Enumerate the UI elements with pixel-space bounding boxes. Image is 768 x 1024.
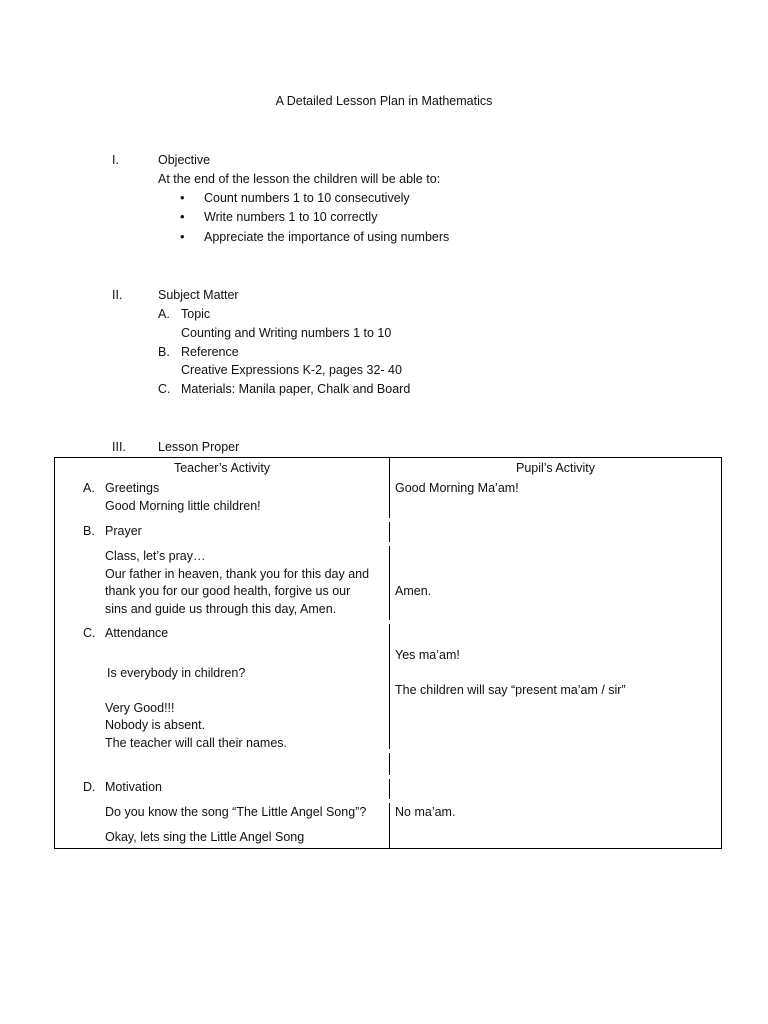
item-letter: A.	[158, 307, 170, 321]
greetings-teacher-text: Good Morning little children!	[105, 499, 261, 513]
objective-bullet: • Write numbers 1 to 10 correctly	[204, 209, 377, 225]
prayer-letter: B.	[83, 524, 95, 538]
item-letter: C.	[158, 382, 171, 396]
subject-matter-heading: Subject Matter	[158, 288, 239, 302]
objective-bullet: • Appreciate the importance of using numbers	[204, 229, 449, 245]
materials-label: Materials: Manila paper, Chalk and Board	[181, 382, 411, 396]
prayer-label: Prayer	[105, 524, 142, 538]
motivation-line: Do you know the song “The Little Angel Song”?	[105, 805, 367, 819]
motivation-pupil-text: No ma’am.	[395, 805, 456, 819]
attendance-letter: C.	[83, 626, 96, 640]
attendance-line: Very Good!!!	[105, 701, 175, 715]
greetings-label: Greetings	[105, 481, 160, 495]
item-letter: B.	[158, 345, 170, 359]
reference-detail: Creative Expressions K-2, pages 32- 40	[181, 363, 402, 377]
objective-heading: Objective	[158, 153, 211, 167]
document-title: A Detailed Lesson Plan in Mathematics	[275, 94, 493, 108]
motivation-letter: D.	[83, 780, 96, 794]
section-numeral-3: III.	[112, 440, 126, 454]
attendance-pupil-text: Yes ma’am!	[395, 648, 460, 662]
attendance-line: The teacher will call their names.	[105, 736, 288, 750]
attendance-line: Nobody is absent.	[105, 718, 206, 732]
greetings-pupil-text: Good Morning Ma’am!	[395, 481, 519, 495]
reference-label: Reference	[181, 345, 239, 359]
attendance-label: Attendance	[105, 626, 169, 640]
prayer-line: thank you for our good health, forgive us our	[105, 584, 351, 598]
pupil-activity-header: Pupil’s Activity	[516, 461, 595, 475]
greetings-letter: A.	[83, 481, 95, 495]
motivation-line: Okay, lets sing the Little Angel Song	[105, 830, 305, 844]
objective-bullet: • Count numbers 1 to 10 consecutively	[204, 190, 410, 206]
attendance-pupil-text: The children will say “present ma’am / sir”	[395, 683, 626, 697]
prayer-line: Class, let’s pray…	[105, 549, 206, 563]
motivation-label: Motivation	[105, 780, 162, 794]
prayer-line: Our father in heaven, thank you for this day and	[105, 567, 370, 581]
objective-intro: At the end of the lesson the children will be able to:	[158, 172, 441, 186]
section-numeral-2: II.	[112, 288, 123, 302]
lesson-proper-heading: Lesson Proper	[158, 440, 240, 454]
attendance-question: Is everybody in children?	[107, 666, 246, 680]
prayer-line: sins and guide us through this day, Amen.	[105, 602, 337, 616]
prayer-pupil-text: Amen.	[395, 584, 432, 598]
topic-detail: Counting and Writing numbers 1 to 10	[181, 326, 392, 340]
topic-label: Topic	[181, 307, 211, 321]
lesson-table	[54, 457, 722, 849]
section-numeral-1: I.	[112, 153, 119, 167]
teacher-activity-header: Teacher’s Activity	[173, 461, 271, 475]
